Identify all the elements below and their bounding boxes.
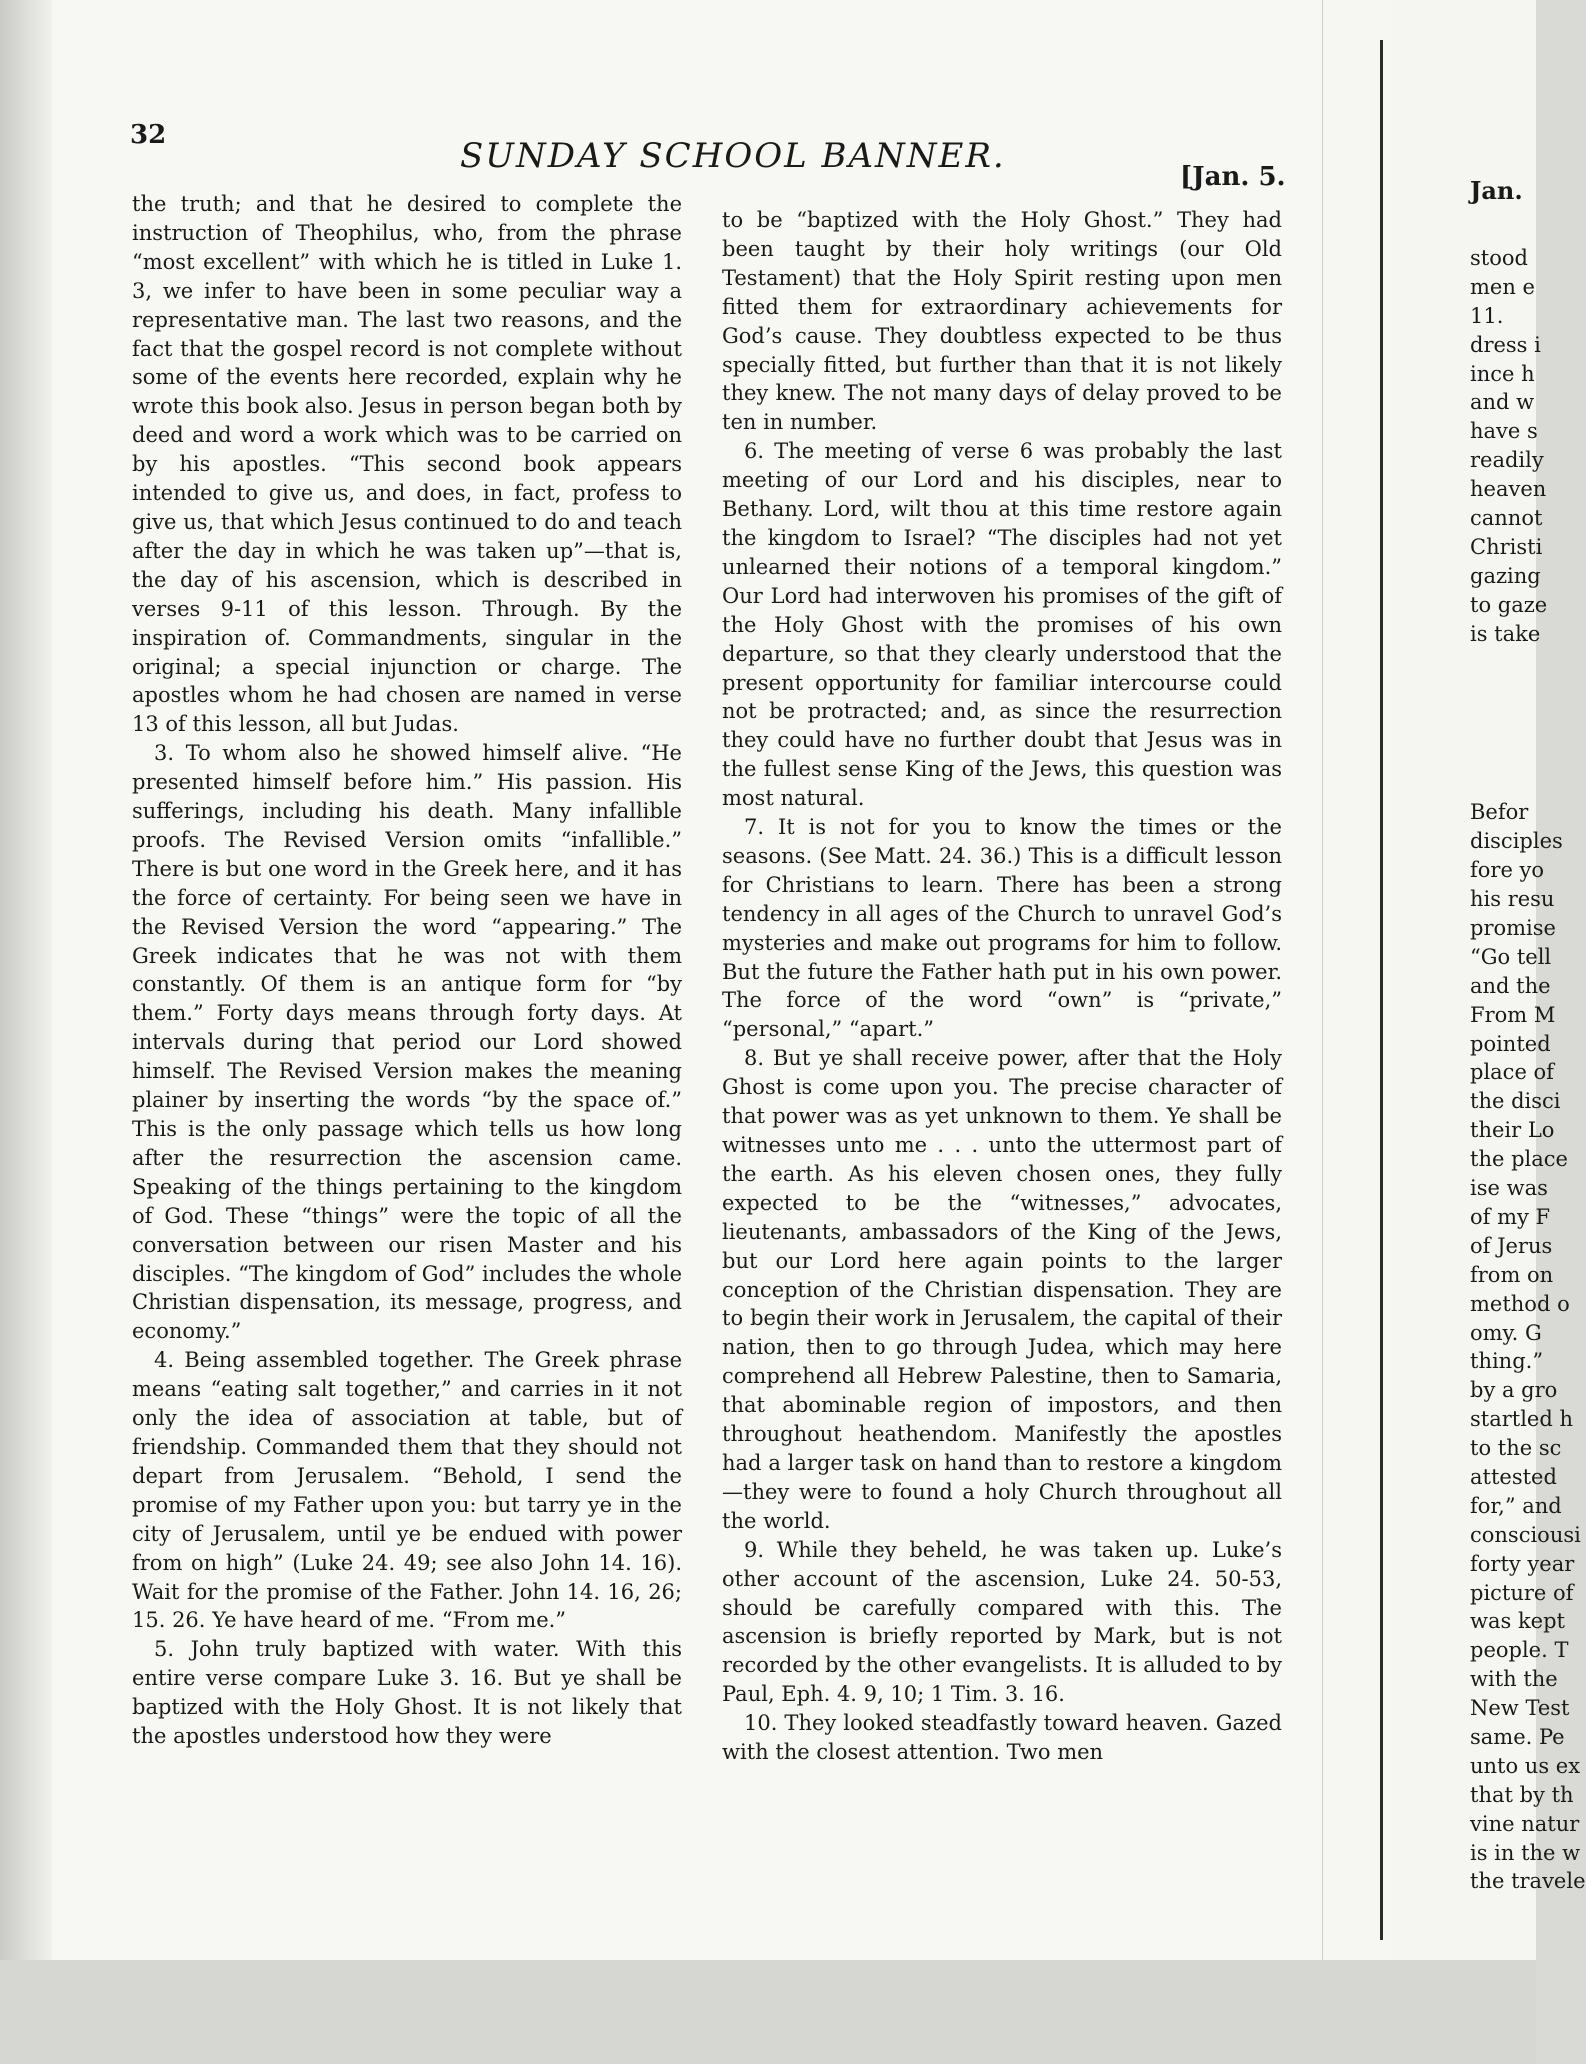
paragraph: 5. John truly baptized with water. With this entire verse compare Luke 3. 16. But ye shall be baptized with the Holy Ghost. It is not likely that the apostles understood how they were xyxy=(132,1637,682,1749)
right-page-line: forty year xyxy=(1470,1551,1575,1576)
right-page-line: their Lo xyxy=(1470,1118,1555,1143)
right-page-line: ise was xyxy=(1470,1176,1548,1201)
right-page-line: unto us ex xyxy=(1470,1753,1581,1778)
right-page-line: 11. xyxy=(1470,303,1504,328)
date-mark: [Jan. 5. xyxy=(1180,162,1286,192)
right-page-line: ince h xyxy=(1470,361,1535,386)
right-page-line: with the xyxy=(1470,1667,1558,1692)
paragraph: 9. While they beheld, he was taken up. Luke’s other account of the ascension, Luke 24. 50-53, should be carefully compared with this. The ascension is briefly reported by Mark, but is not recorded by the other evangelists. It is alluded to by Paul, Eph. 4. 9, 10; 1 Tim. 3. 16. xyxy=(722,1537,1282,1707)
right-page-gap xyxy=(1470,648,1550,798)
right-page-line: for,” and xyxy=(1470,1493,1562,1518)
right-page-line: is in the w xyxy=(1470,1840,1581,1865)
paragraph: 6. The meeting of verse 6 was probably the last meeting of our Lord and his disciples, near to Bethany. Lord, wilt thou at this time restore again the kingdom to Israel? “The disciples had not yet unlearned their notions of a temporal kingdom.” Our Lord had interwoven his promises of the gift of the Holy Ghost with the promises of his own departure, so that they clearly understood that the present opportunity for familiar intercourse could not be protracted; and, as since the resurrection they could have no further doubt that Jesus was in the fullest sense King of the Jews, this question was most natural. xyxy=(722,439,1282,811)
right-page-line: “Go tell xyxy=(1470,944,1552,969)
paragraph: 4. Being assembled together. The Greek phrase means “eating salt together,” and carries in it not only the idea of association at table, but of friendship. Commanded them that they should not depart from Jerusalem. “Behold, I send the promise of my Father upon you: but tarry ye in the city of Jerusalem, until ye be endued with power from on high” (Luke 24. 49; see also John 14. 16). Wait for the promise of the Father. John 14. 16, 26; 15. 26. Ye have heard of me. “From me.” xyxy=(132,1348,682,1633)
right-page-line: attested xyxy=(1470,1464,1557,1489)
right-page-line: have s xyxy=(1470,419,1538,444)
right-page-line: pointed xyxy=(1470,1031,1551,1056)
paragraph: 10. They looked steadfastly toward heaven. Gazed with the closest attention. Two men xyxy=(722,1711,1282,1765)
right-page-line: is take xyxy=(1470,621,1541,646)
page-header xyxy=(130,112,1290,192)
scan-bottom-margin xyxy=(0,1960,1536,2064)
right-page-line: his resu xyxy=(1470,887,1555,912)
right-page-line: omy. G xyxy=(1470,1320,1542,1345)
right-page-line: Christi xyxy=(1470,534,1543,559)
right-page-line: New Test xyxy=(1470,1696,1570,1721)
paragraph: 3. To whom also he showed himself alive. “He presented himself before him.” His passion. His sufferings, including his death. Many infallible proofs. The Revised Version omits “infallible.” There is but one word in the Greek here, and it has the force of certainty. For being seen we have in the Revised Version the word “appearing.” The Greek indicates that he was not with them constantly. Of them is an antique form for “by them.” Forty days means through forty days. At intervals during that period our Lord showed himself. The Revised Version makes the meaning plainer by inserting the words “by the space of.” This is the only passage which tells us how long after the resurrection the ascension came. Speaking of the things pertaining to the kingdom of God. These “things” were the topic of all the conversation between our risen Master and his disciples. “The kingdom of God” includes the whole Christian dispensation, its message, progress, and economy.” xyxy=(132,741,682,1344)
page-gutter xyxy=(1380,40,1383,1940)
page-number: 32 xyxy=(130,120,167,150)
right-page-line: From M xyxy=(1470,1002,1556,1027)
right-page-line: Befor xyxy=(1470,800,1529,825)
right-page-line: vine natur xyxy=(1470,1811,1580,1836)
right-page-line: startled h xyxy=(1470,1407,1574,1432)
right-page-line: stood xyxy=(1470,246,1528,270)
right-page-line: of Jerus xyxy=(1470,1233,1553,1258)
running-title: SUNDAY SCHOOL BANNER. xyxy=(460,136,1006,176)
paragraph: to be “baptized with the Holy Ghost.” They had been taught by their holy writings (our Old Testament) that the Holy Spirit resting upon men fitted them for extraordinary achievements for God’s cause. They doubtless expected to be thus specially fitted, but further than that it is not likely they knew. The not many days of delay proved to be ten in number. xyxy=(722,208,1282,435)
right-page-header: Jan. xyxy=(1470,176,1523,205)
left-column xyxy=(132,190,682,1751)
right-page-line: was kept xyxy=(1470,1609,1565,1634)
right-page-line: dress i xyxy=(1470,332,1541,357)
right-page-line: heaven xyxy=(1470,477,1547,502)
right-page-line: to the sc xyxy=(1470,1436,1562,1461)
right-page-line: from on xyxy=(1470,1262,1554,1287)
right-page-line: place of xyxy=(1470,1060,1554,1085)
paragraph: the truth; and that he desired to complete the instruction of Theophilus, who, from the phrase “most excellent” with which he is titled in Luke 1. 3, we infer to have been in some peculiar way a representative man. The last two reasons, and the fact that the gospel record is not complete without some of the events here recorded, explain why he wrote this book also. Jesus in person began both by deed and word a work which was to be carried on by his apostles. “This second book appears intended to give us, and does, in fact, profess to give us, that which Jesus continued to do and teach after the day in which he was taken up”—that is, the day of his ascension, which is described in verses 9-11 of this lesson. Through. By the inspiration of. Commandments, singular in the original; a special injunction or charge. The apostles whom he had chosen are named in verse 13 of this lesson, all but Judas. xyxy=(132,192,682,737)
right-page-line: cannot xyxy=(1470,506,1543,531)
right-page-line: picture of xyxy=(1470,1580,1574,1605)
right-page-line: method o xyxy=(1470,1291,1570,1316)
right-page-text xyxy=(1470,244,1586,1896)
right-page-line: fore yo xyxy=(1470,858,1545,883)
right-page-line: promise xyxy=(1470,916,1556,941)
right-page-line: that by th xyxy=(1470,1782,1574,1807)
right-page-line: readily xyxy=(1470,448,1544,473)
right-page-line: to gaze xyxy=(1470,592,1548,617)
right-page-line: same. Pe xyxy=(1470,1724,1565,1749)
paragraph: 8. But ye shall receive power, after that the Holy Ghost is come upon you. The precise character of that power was as yet unknown to them. Ye shall be witnesses unto me . . . unto the uttermost part of the earth. As his eleven chosen ones, they fully expected to be the “witnesses,” advocates, lieutenants, ambassadors of the King of the Jews, but our Lord here again points to the larger conception of the Christian dispensation. They are to begin their work in Jerusalem, the capital of their nation, then to go through Judea, which may here comprehend all Hebrew Palestine, then to Samaria, that abominable region of impostors, and then throughout heathendom. Manifestly the apostles had a larger task on hand than to restore a kingdom—they were to found a holy Church throughout all the world. xyxy=(722,1046,1282,1533)
right-page-line: the place xyxy=(1470,1147,1568,1172)
right-page-line: and w xyxy=(1470,390,1535,415)
right-page-line: and the xyxy=(1470,973,1551,998)
right-page-line: the travele xyxy=(1470,1869,1586,1894)
right-page-line: by a gro xyxy=(1470,1378,1558,1403)
right-page-line: gazing xyxy=(1470,563,1541,588)
right-page-line: men e xyxy=(1470,274,1535,299)
right-page-line: disciples xyxy=(1470,829,1563,854)
middle-column xyxy=(722,206,1282,1767)
right-page-line: of my F xyxy=(1470,1204,1551,1229)
paragraph: 7. It is not for you to know the times or the seasons. (See Matt. 24. 36.) This is a difficult lesson for Christians to learn. There has been a strong tendency in all ages of the Church to unravel God’s mysteries and make out programs for him to follow. But the future the Father hath put in his own power. The force of the word “own” is “private,” “personal,” “apart.” xyxy=(722,815,1282,1042)
right-page-line: the disci xyxy=(1470,1089,1561,1114)
right-page-line: people. T xyxy=(1470,1638,1569,1663)
right-page-line: thing.” xyxy=(1470,1349,1544,1374)
right-page-line: consciousi xyxy=(1470,1522,1581,1547)
